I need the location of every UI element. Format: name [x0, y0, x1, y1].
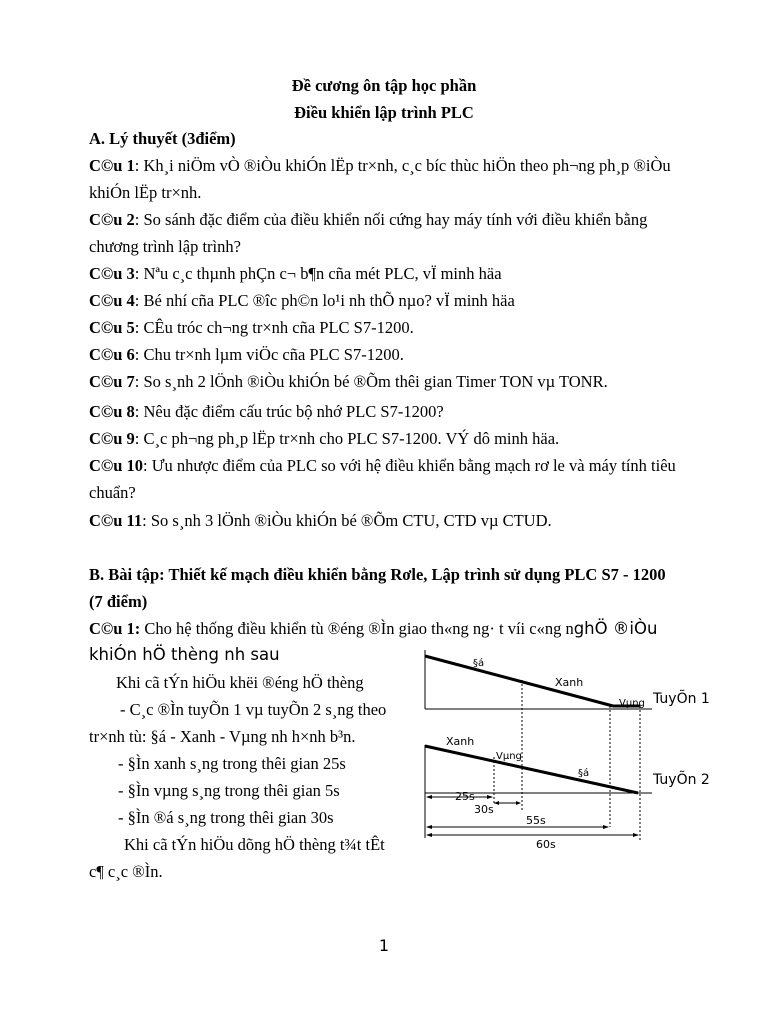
route2-red-label: §á [578, 768, 590, 779]
question-10: C©u 10: Ưu nhược điểm của PLC so với hệ điều khiển bằng mạch rơ le và máy tính tiêu [89, 456, 676, 475]
route1-red-label: §á [473, 658, 485, 669]
route1-green-label: Xanh [555, 676, 584, 689]
dim-55s-label: 55s [526, 814, 546, 827]
route1-yellow-label: Vµng [619, 698, 645, 709]
question-1: C©u 1: Kh¸i niÖm vÒ ®iÒu khiÓn lËp tr×nh, c¸c bíc thùc hiÖn theo ph¬ng ph¸p ®iÒu [89, 156, 671, 175]
dim-30s-label: 30s [474, 803, 494, 816]
exercise-1-cont: khiÓn hÖ thèng nh sau [89, 645, 280, 664]
route2-yellow-label: Vµng [496, 751, 522, 762]
body-line-5: - §Ìn vµng s¸ng trong thêi gian 5s [118, 781, 340, 800]
body-line-2: - C¸c ®Ìn tuyÕn 1 vµ tuyÕn 2 s¸ng theo [120, 700, 387, 719]
body-line-8: c¶ c¸c ®Ìn. [89, 862, 163, 881]
section-b-heading: B. Bài tập: Thiết kế mạch điều khiển bằng Rơle, Lập trình sử dụng PLC S7 - 1200 [89, 565, 666, 584]
dim-60s-head-l [426, 833, 432, 837]
question-4: C©u 4: Bé nhí cña PLC ®îc ph©n lo¹i nh thÕ nµo? vÏ minh häa [89, 291, 515, 310]
question-2-cont: chương trình lập trình? [89, 237, 241, 256]
question-5: C©u 5: CÊu tróc ch¬ng tr×nh cña PLC S7-1200. [89, 318, 414, 337]
question-8: C©u 8: Nêu đặc điểm cấu trúc bộ nhớ PLC S7-1200? [89, 402, 444, 421]
page-number: 1 [378, 936, 390, 955]
dim-30s-head-l [494, 801, 499, 805]
question-10-cont: chuẩn? [89, 483, 136, 502]
route2-green-label: Xanh [446, 735, 475, 748]
question-11: C©u 11: So s¸nh 3 lÖnh ®iÒu khiÓn bé ®Õm CTU, CTD vµ CTUD. [89, 511, 552, 530]
dim-25s-label: 25s [455, 790, 475, 803]
dim-55s-head-l [426, 825, 432, 829]
question-9: C©u 9: C¸c ph¬ng ph¸p lËp tr×nh cho PLC S7-1200. VÝ dô minh häa. [89, 429, 560, 448]
dim-25s-head-l [426, 795, 432, 799]
body-line-4: - §Ìn xanh s¸ng trong thêi gian 25s [118, 754, 346, 773]
dim-60s-head-r [633, 833, 639, 837]
document-subtitle: Điều khiển lập trình PLC [294, 103, 474, 122]
body-line-7: Khi cã tÝn hiÖu dõng hÖ thèng t¾t tÊt [124, 835, 385, 854]
body-line-1: Khi cã tÝn hiÖu khëi ®éng hÖ thèng [116, 673, 364, 692]
dim-25s-head-r [487, 795, 493, 799]
question-3: C©u 3: Nªu c¸c thµnh phÇn c¬ b¶n cña mét PLC, vÏ minh häa [89, 264, 502, 283]
exercise-1: C©u 1: Cho hệ thống điều khiển tù ®éng ®Ìn giao th«ng ng· t víi c«ng nghÖ ®iÒu [89, 619, 658, 638]
body-line-3: tr×nh tù: §á - Xanh - Vµng nh h×nh b³n. [89, 727, 356, 746]
dim-60s-label: 60s [536, 838, 556, 851]
body-line-6: - §Ìn ®á s¸ng trong thêi gian 30s [118, 808, 334, 827]
question-2: C©u 2: So sánh đặc điểm của điều khiển nối cứng hay máy tính với điều khiển bằng [89, 210, 648, 229]
route1-name: TuyÕn 1 [653, 691, 710, 707]
question-6: C©u 6: Chu tr×nh lµm viÖc cña PLC S7-1200. [89, 345, 404, 364]
route1-ramp [425, 656, 613, 706]
dim-30s-head-r [516, 801, 521, 805]
document-title: Đề cương ôn tập học phần [291, 76, 477, 95]
dim-55s-head-r [603, 825, 609, 829]
section-a-heading: A. Lý thuyết (3điểm) [89, 129, 236, 148]
question-7: C©u 7: So s¸nh 2 lÖnh ®iÒu khiÓn bé ®Õm thêi gian Timer TON vµ TONR. [89, 372, 608, 391]
question-1-cont: khiÓn lËp tr×nh. [89, 183, 202, 202]
section-b-heading-cont: (7 điểm) [89, 592, 148, 611]
route2-ramp [425, 746, 638, 793]
route2-name: TuyÕn 2 [653, 772, 710, 788]
